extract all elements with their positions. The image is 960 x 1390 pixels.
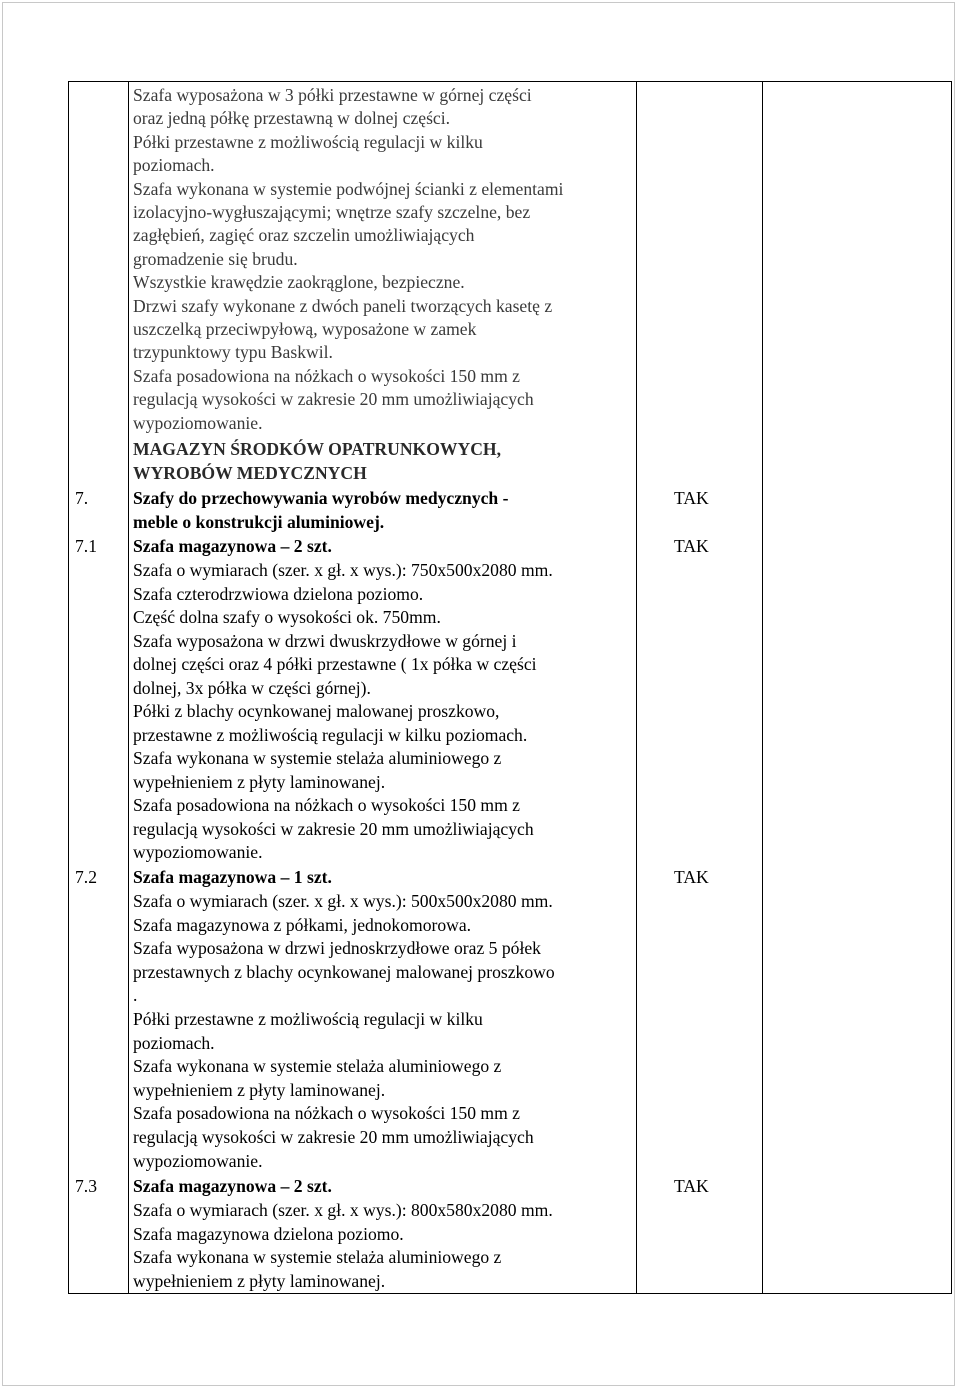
col-border-4 <box>951 81 952 1293</box>
col-border-3 <box>762 81 763 1293</box>
intro-description-line-15: wypoziomowanie. <box>133 412 263 433</box>
item-7-1-answer: TAK <box>674 536 709 556</box>
item-7-2-description-line-5: . <box>133 985 138 1006</box>
item-7-2-description <box>133 890 633 1173</box>
item-7-2-description-line-6: Półki przestawne z możliwością regulacji w kilku <box>133 1008 483 1029</box>
item-7-2-number: 7.2 <box>75 867 97 887</box>
item-7-1-description-line-6: dolnej, 3x półka w części górnej). <box>133 677 371 698</box>
intro-description-line-13: Szafa posadowiona na nóżkach o wysokości 150 mm z <box>133 365 520 386</box>
item-7-1-description-line-10: wypełnieniem z płyty laminowanej. <box>133 771 386 792</box>
item-7-1-number: 7.1 <box>75 536 97 556</box>
intro-description-line-3: Półki przestawne z możliwością regulacji w kilku <box>133 131 483 152</box>
item-7-2-description-line-9: wypełnieniem z płyty laminowanej. <box>133 1079 386 1100</box>
intro-description-line-7: zagłębień, zagięć oraz szczelin umożliwiających <box>133 225 475 246</box>
item-7-3-description-line-2: Szafa magazynowa dzielona poziomo. <box>133 1223 404 1244</box>
item-7-2-description-line-1: Szafa o wymiarach (szer. x gł. x wys.): 500x500x2080 mm. <box>133 891 553 911</box>
col-border-1 <box>128 81 129 1293</box>
intro-description-line-1: Szafa wyposażona w 3 półki przestawne w górnej części <box>133 85 532 105</box>
item-7-1-description <box>133 559 633 865</box>
item-7-2-title: Szafa magazynowa – 1 szt. <box>133 867 332 887</box>
item-7-title <box>133 487 633 534</box>
item-7-2-description-line-3: Szafa wyposażona w drzwi jednoskrzydłowe oraz 5 półek <box>133 938 541 959</box>
item-7-1-description-line-12: regulacją wysokości w zakresie 20 mm umożliwiających <box>133 818 534 839</box>
section-heading <box>133 438 633 485</box>
item-7-1-description-line-11: Szafa posadowiona na nóżkach o wysokości 150 mm z <box>133 795 520 815</box>
item-7-2-description-line-7: poziomach. <box>133 1032 215 1053</box>
intro-description-line-11: uszczelką przeciwpyłową, wyposażone w zamek <box>133 319 477 340</box>
table-top-border <box>68 81 952 82</box>
item-7-title-line-2: meble o konstrukcji aluminiowej. <box>133 511 385 532</box>
item-7-answer: TAK <box>674 488 709 508</box>
item-7-1-title: Szafa magazynowa – 2 szt. <box>133 536 332 556</box>
item-7-1-description-line-5: dolnej części oraz 4 półki przestawne ( 1x półka w części <box>133 654 537 674</box>
intro-description-line-5: Szafa wykonana w systemie podwójnej ścianki z elementami <box>133 178 564 199</box>
item-7-2-description-line-12: wypoziomowanie. <box>133 1150 263 1171</box>
intro-description-line-2: oraz jedną półkę przestawną w dolnej części. <box>133 108 451 129</box>
section-heading-line-1: MAGAZYN ŚRODKÓW OPATRUNKOWYCH, <box>133 439 502 459</box>
col-border-2 <box>636 81 637 1293</box>
intro-description-line-10: Drzwi szafy wykonane z dwóch paneli tworzących kasetę z <box>133 295 553 316</box>
col-border-0 <box>68 81 69 1293</box>
item-7-2-answer: TAK <box>674 867 709 887</box>
intro-description-line-9: Wszystkie krawędzie zaokrąglone, bezpieczne. <box>133 272 465 293</box>
item-7-2-description-line-4: przestawnych z blachy ocynkowanej malowanej proszkowo <box>133 961 555 982</box>
item-7-3-description-line-1: Szafa o wymiarach (szer. x gł. x wys.): 800x580x2080 mm. <box>133 1200 553 1220</box>
item-7-3-description-line-3: Szafa wykonana w systemie stelaża aluminiowego z <box>133 1247 502 1268</box>
item-7-1-description-line-9: Szafa wykonana w systemie stelaża aluminiowego z <box>133 748 502 768</box>
item-7-number: 7. <box>75 488 89 508</box>
item-7-2-description-line-2: Szafa magazynowa z półkami, jednokomorowa. <box>133 914 472 935</box>
item-7-1-description-line-1: Szafa o wymiarach (szer. x gł. x wys.): 750x500x2080 mm. <box>133 560 553 580</box>
intro-description-line-8: gromadzenie się brudu. <box>133 248 298 269</box>
item-7-1-description-line-4: Szafa wyposażona w drzwi dwuskrzydłowe w górnej i <box>133 630 517 651</box>
item-7-2-description-line-8: Szafa wykonana w systemie stelaża aluminiowego z <box>133 1056 502 1077</box>
item-7-3-description <box>133 1199 633 1293</box>
intro-description-line-12: trzypunktowy typu Baskwil. <box>133 342 333 363</box>
item-7-3-title: Szafa magazynowa – 2 szt. <box>133 1176 332 1196</box>
item-7-2-description-line-11: regulacją wysokości w zakresie 20 mm umożliwiających <box>133 1126 534 1147</box>
intro-description-line-14: regulacją wysokości w zakresie 20 mm umożliwiających <box>133 389 534 410</box>
intro-description-line-6: izolacyjno-wygłuszającymi; wnętrze szafy szczelne, bez <box>133 202 531 223</box>
item-7-1-description-line-2: Szafa czterodrzwiowa dzielona poziomo. <box>133 583 424 604</box>
item-7-3-number: 7.3 <box>75 1176 97 1196</box>
item-7-3-description-line-4: wypełnieniem z płyty laminowanej. <box>133 1270 386 1291</box>
item-7-2-description-line-10: Szafa posadowiona na nóżkach o wysokości 150 mm z <box>133 1103 520 1124</box>
item-7-1-description-line-8: przestawne z możliwością regulacji w kilku poziomach. <box>133 724 528 745</box>
item-7-title-line-1: Szafy do przechowywania wyrobów medycznych - <box>133 488 509 508</box>
intro-description-line-4: poziomach. <box>133 155 215 176</box>
item-7-1-description-line-13: wypoziomowanie. <box>133 842 263 862</box>
item-7-3-answer: TAK <box>674 1176 709 1196</box>
item-7-1-description-line-3: Część dolna szafy o wysokości ok. 750mm. <box>133 607 441 627</box>
item-7-1-description-line-7: Półki z blachy ocynkowanej malowanej proszkowo, <box>133 701 500 721</box>
section-heading-line-2: WYROBÓW MEDYCZNYCH <box>133 462 367 483</box>
intro-description <box>133 84 633 435</box>
